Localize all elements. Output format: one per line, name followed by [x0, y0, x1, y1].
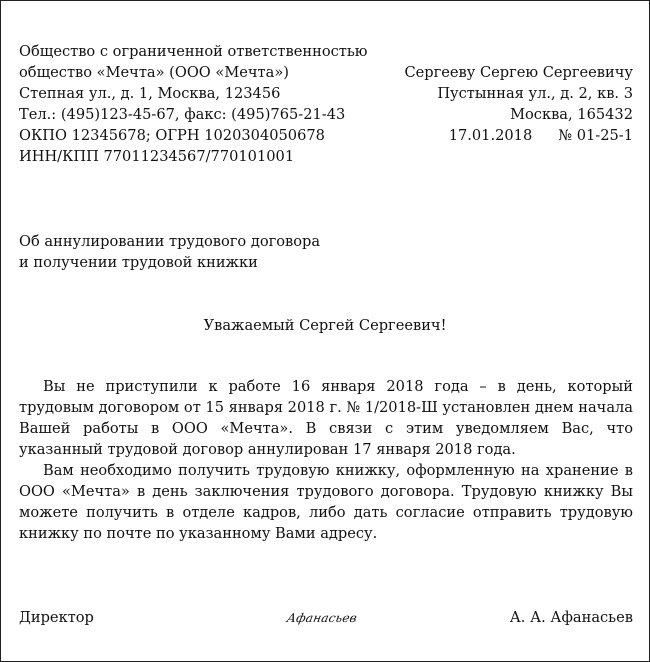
- recipient-line: Москва, 165432: [510, 106, 633, 123]
- sender-line: ИНН/КПП 77011234567/770101001: [19, 148, 295, 165]
- letter-subject: [19, 231, 320, 273]
- sender-line: Общество с ограниченной ответственностью: [19, 43, 368, 60]
- handwritten-signature: Афанасьев: [285, 611, 359, 625]
- subject-line: и получении трудовой книжки: [19, 254, 258, 271]
- signature-block: [19, 607, 633, 629]
- letter-date: 17.01.2018: [448, 127, 533, 144]
- letter-body: [19, 376, 633, 544]
- recipient-line: Пустынная ул., д. 2, кв. 3: [437, 85, 633, 102]
- sender-line: Степная ул., д. 1, Москва, 123456: [19, 85, 281, 102]
- sender-block: [19, 41, 368, 167]
- date-number-line: [404, 125, 633, 146]
- sender-line: общество «Мечта» (ООО «Мечта»): [19, 64, 289, 81]
- recipient-line: Сергееву Сергею Сергеевичу: [404, 64, 633, 81]
- subject-line: Об аннулировании трудового договора: [19, 233, 321, 250]
- signer-name: А. А. Афанасьев: [509, 609, 633, 626]
- salutation: Уважаемый Сергей Сергеевич!: [203, 317, 447, 334]
- letter-number: № 01-25-1: [558, 127, 633, 144]
- body-paragraph: Вам необходимо получить трудовую книжку, оформленную на хранение в ООО «Мечта» в день заключения трудового договора. Трудовую книжку Вы можете получить в отделе кадров, либо дать согласие отправить трудовую книжку по почте по указанному Вами адресу.: [19, 462, 633, 542]
- recipient-block: [404, 62, 633, 146]
- sender-line: Тел.: (495)123-45-67, факс: (495)765-21-43: [19, 106, 346, 123]
- sender-line: ОКПО 12345678; ОГРН 1020304050678: [19, 127, 325, 144]
- signer-position: Директор: [19, 609, 94, 626]
- body-paragraph: Вы не приступили к работе 16 января 2018 года – в день, который трудовым договором от 15 января 2018 г. № 1/2018-Ш установлен днем начала Вашей работы в ООО «Мечта». В связи с этим уведомляем Вас, что указанный трудовой договор аннулирован 17 января 2018 года.: [19, 378, 634, 458]
